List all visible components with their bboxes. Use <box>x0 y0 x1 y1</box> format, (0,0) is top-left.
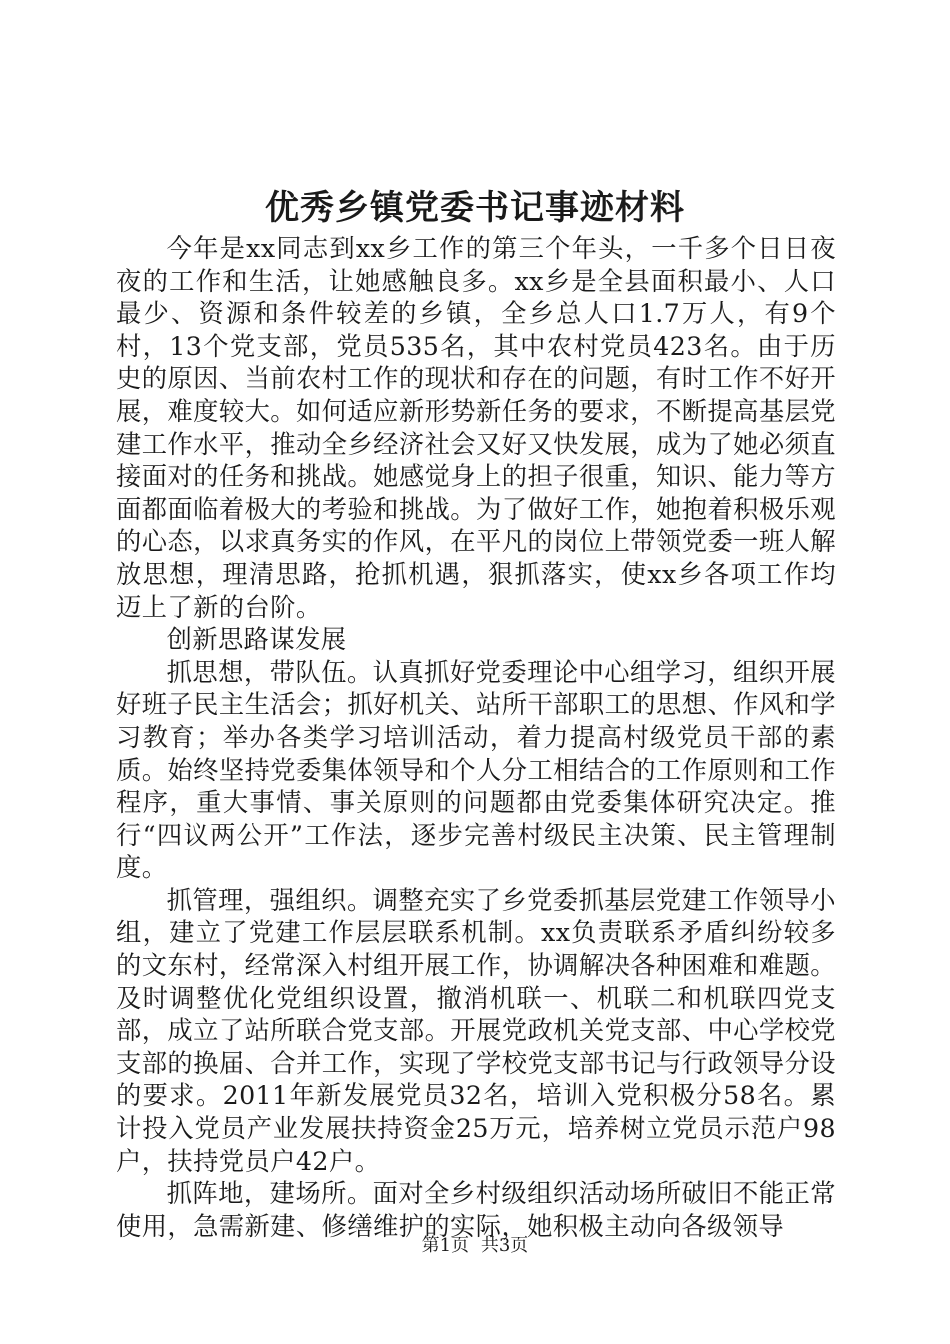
page-number: 第1页 <box>421 1235 470 1256</box>
section-heading: 创新思路谋发展 <box>166 625 347 655</box>
page-total: 共3页 <box>480 1235 529 1256</box>
paragraph-venue: 抓阵地，建场所。面对全乡村级组织活动场所破旧不能正常使用，急需新建、修缮维护的实际，她积极主动向各级领导 <box>116 1179 836 1241</box>
document-title: 优秀乡镇党委书记事迹材料 <box>265 188 685 228</box>
document-body <box>116 233 836 1243</box>
paragraph-thought: 抓思想，带队伍。认真抓好党委理论中心组学习，组织开展好班子民主生活会；抓好机关、站所干部职工的思想、作风和学习教育；举办各类学习培训活动，着力提高村级党员干部的素质。始终坚持党委集体领导和个人分工相结合的工作原则和工作程序，重大事情、事关原则的问题都由党委集体研究决定。推行“四议两公开”工作法，逐步完善村级民主决策、民主管理制度。 <box>116 657 836 883</box>
paragraph-intro: 今年是xx同志到xx乡工作的第三个年头，一千多个日日夜夜的工作和生活，让她感触良多。xx乡是全县面积最小、人口最少、资源和条件较差的乡镇，全乡总人口1.7万人，有9个村，13个党支部，党员535名，其中农村党员423名。由于历史的原因、当前农村工作的现状和存在的问题，有时工作不好开展，难度较大。如何适应新形势新任务的要求，不断提高基层党建工作水平，推动全乡经济社会又好又快发展，成为了她必须直接面对的任务和挑战。她感觉身上的担子很重，知识、能力等方面都面临着极大的考验和挑战。为了做好工作，她抱着积极乐观的心态，以求真务实的作风，在平凡的岗位上带领党委一班人解放思想，理清思路，抢抓机遇，狠抓落实，使xx乡各项工作均迈上了新的台阶。 <box>116 234 836 622</box>
page-footer <box>0 1234 950 1258</box>
paragraph-management: 抓管理，强组织。调整充实了乡党委抓基层党建工作领导小组，建立了党建工作层层联系机制。xx负责联系矛盾纠纷较多的文东村，经常深入村组开展工作，协调解决各种困难和难题。及时调整优化党组织设置，撤消机联一、机联二和机联四党支部，成立了站所联合党支部。开展党政机关党支部、中心学校党支部的换届、合并工作，实现了学校党支部书记与行政领导分设的要求。2011年新发展党员32名，培训入党积极分58名。累计投入党员产业发展扶持资金25万元，培养树立党员示范户98户，扶持党员户42户。 <box>116 885 836 1176</box>
